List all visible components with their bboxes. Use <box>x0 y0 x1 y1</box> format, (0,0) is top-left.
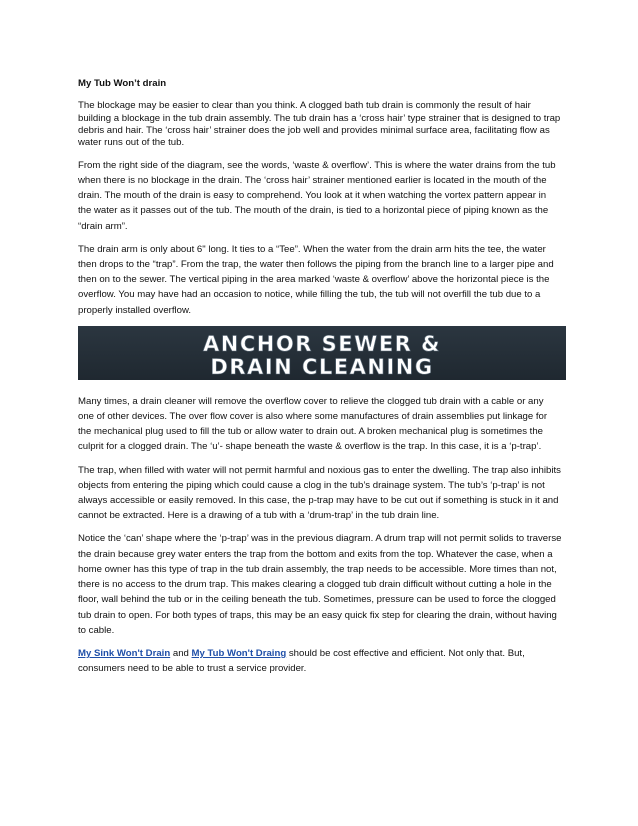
banner-line-2: DRAIN CLEANING <box>210 354 434 379</box>
closing-and-text: and <box>170 647 192 659</box>
banner-line-1: ANCHOR SEWER & <box>203 331 441 356</box>
link-my-sink-wont-drain[interactable]: My Sink Won't Drain <box>78 647 171 659</box>
closing-rest-text: should be cost effective and efficient. Not only that. But, consumers need to be able to trust a service provider. <box>78 647 525 675</box>
paragraph-drain-arm: The drain arm is only about 6" long. It ties to a “Tee”. When the water from the drain arm hits the tee, the water then drops to the “trap”. From the trap, the water then follows the piping from the branch line to a larger pipe and then on to the sewer. The vertical piping in the area marked ‘waste & overflow’ above the horizontal piece is the overflow. You may have had an occasion to notice, while filling the tub, the tub will not overfill the tub due to a properly installed overflow. <box>78 243 554 316</box>
paragraph-diagram: From the right side of the diagram, see the words, ‘waste & overflow’. This is where the water drains from the tub when there is no blockage in the drain. The ‘cross hair’ strainer mentioned earlier is located in the mouth of the drain. The mouth of the drain is easy to comprehend. You look at it when watching the vortex pattern appear in the water as it passes out of the tub. The mouth of the drain, is tied to a horizontal piece of piping known as the “drain arm”. <box>78 159 556 232</box>
banner-logo-text <box>78 326 566 380</box>
link-my-tub-wont-drain[interactable]: My Tub Won't Draing <box>191 647 287 659</box>
closing-paragraph <box>78 646 562 676</box>
paragraph-overflow-cover: Many times, a drain cleaner will remove the overflow cover to relieve the clogged tub drain with a cable or any one of other devices. The over flow cover is also where some manufactures of drain assemblies put linkage for the mechanical plug used to fill the tub or allow water to drain out. A broken mechanical plug is sometimes the culprit for a clogged drain. The ‘u’- shape beneath the waste & overflow is the trap. In this case, it is a ‘p-trap’. <box>78 395 548 453</box>
document-title: My Tub Won’t drain <box>78 78 167 89</box>
anchor-sewer-banner-image <box>78 326 566 380</box>
paragraph-trap: The trap, when filled with water will not permit harmful and noxious gas to enter the dwelling. The trap also inhibits objects from entering the piping which could cause a clog in the tub’s drainage system. The tub’s ‘p-trap’ is not always accessible or easily removed. In this case, the p-trap may have to be cut out if something is stuck in it and cannot be extracted. Here is a drawing of a tub with a ‘drum-trap’ in the tub drain line. <box>78 464 561 522</box>
document-body <box>78 76 562 684</box>
paragraph-drum-trap: Notice the ‘can’ shape where the ‘p-trap’ was in the previous diagram. A drum trap will not permit solids to traverse the drain because grey water enters the trap from the bottom and exits from the top. Whatever the case, when a home owner has this type of trap in the tub drain assembly, the trap needs to be accessible. More times than not, there is no access to the drum trap. This makes clearing a clogged tub drain difficult without cutting a hole in the floor, wall behind the tub or in the ceiling beneath the tub. Sometimes, pressure can be used to force the clogged tub drain to open. For both types of traps, this may be an easy quick fix step for clearing the drain, without having to cable. <box>78 533 562 636</box>
paragraph-intro: The blockage may be easier to clear than you think. A clogged bath tub drain is commonly the result of hair building a blockage in the tub drain assembly. The tub drain has a ‘cross hair’ type strainer that is designed to trap debris and hair. The ‘cross hair’ strainer does the job well and provides minimal surface area, facilitating flow as water runs out of the tub. <box>78 100 561 149</box>
